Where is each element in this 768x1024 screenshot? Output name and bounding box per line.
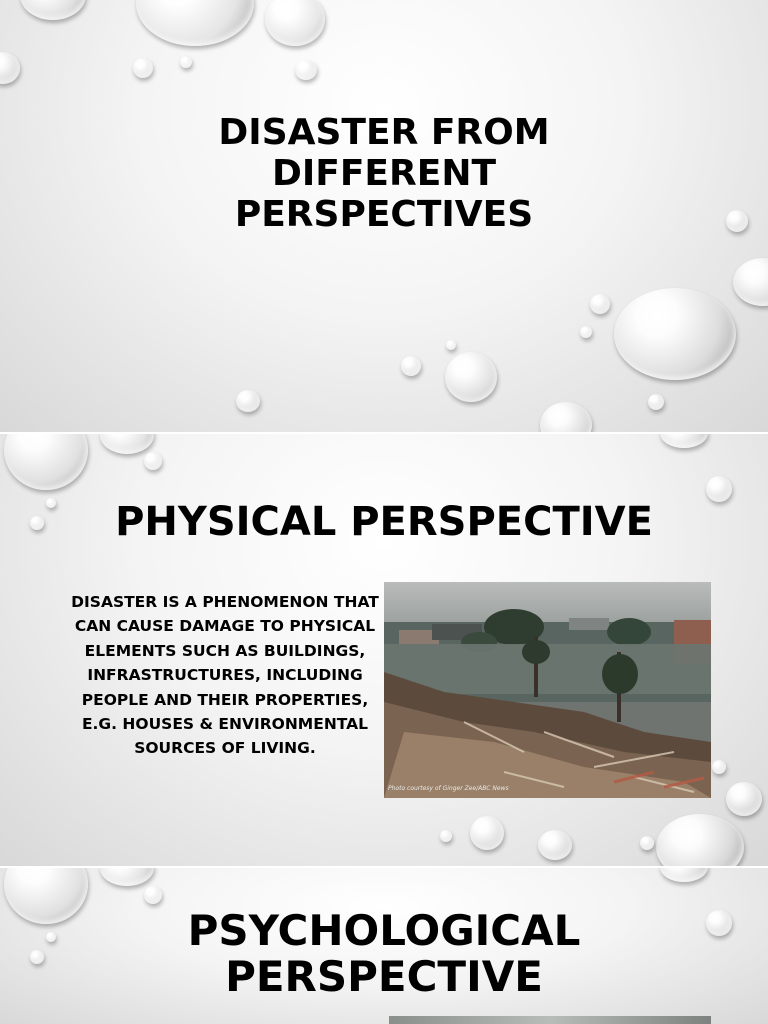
water-drop — [265, 0, 325, 46]
water-drop — [470, 816, 504, 850]
water-drop — [656, 814, 744, 866]
flood-scene-image — [384, 582, 711, 798]
water-drop — [660, 434, 708, 448]
water-drop — [733, 258, 768, 306]
title-line: PHYSICAL PERSPECTIVE — [115, 499, 653, 545]
water-drop — [236, 390, 260, 412]
water-drop — [580, 326, 592, 338]
slide-heading — [0, 500, 768, 544]
title-line: PERSPECTIVE — [225, 952, 543, 1001]
water-drop — [100, 434, 154, 454]
slide-heading — [0, 908, 768, 1000]
slide-psychological-perspective[interactable] — [0, 868, 768, 1024]
slide-title[interactable] — [0, 0, 768, 432]
title-line: PSYCHOLOGICAL — [187, 906, 581, 955]
water-drop — [180, 56, 192, 68]
water-drop — [640, 836, 654, 850]
water-drop — [20, 0, 86, 20]
water-drop — [538, 830, 572, 860]
water-drop — [590, 294, 610, 314]
definition-text: DISASTER IS A PHENOMENON THAT CAN CAUSE DAMAGE TO PHYSICAL ELEMENTS SUCH AS BUILDINGS, INFRASTRUCTURES, INCLUDING PEOPLE AND THEIR PROPERTIES, E.G. HOUSES & ENVIRONMENTAL SOURCES OF LIVING. — [71, 593, 379, 758]
water-drop — [295, 60, 317, 80]
slide-physical-perspective[interactable] — [0, 434, 768, 866]
water-drop — [446, 340, 456, 350]
water-drop — [660, 868, 708, 882]
water-drop — [726, 782, 762, 816]
water-drop — [144, 452, 162, 470]
title-line: DISASTER FROM — [218, 112, 550, 153]
title-line: PERSPECTIVES — [234, 194, 534, 235]
title-line: DIFFERENT — [271, 153, 497, 194]
water-drop — [0, 52, 20, 84]
water-drop — [401, 356, 421, 376]
water-drop — [133, 58, 153, 78]
water-drop — [144, 886, 162, 904]
water-drop — [648, 394, 664, 410]
slide-title-heading — [0, 112, 768, 235]
water-drop — [136, 0, 254, 46]
water-drop — [445, 352, 497, 402]
water-drop — [440, 830, 452, 842]
water-drop — [712, 760, 726, 774]
photo-partial — [389, 1016, 711, 1024]
flood-damage-photo — [384, 582, 711, 798]
water-drop — [540, 402, 592, 432]
water-drop — [706, 476, 732, 502]
water-drop — [614, 288, 736, 380]
photo-credit: Photo courtesy of Ginger Zee/ABC News — [388, 785, 509, 792]
water-drop — [4, 434, 88, 490]
water-drop — [100, 868, 154, 886]
